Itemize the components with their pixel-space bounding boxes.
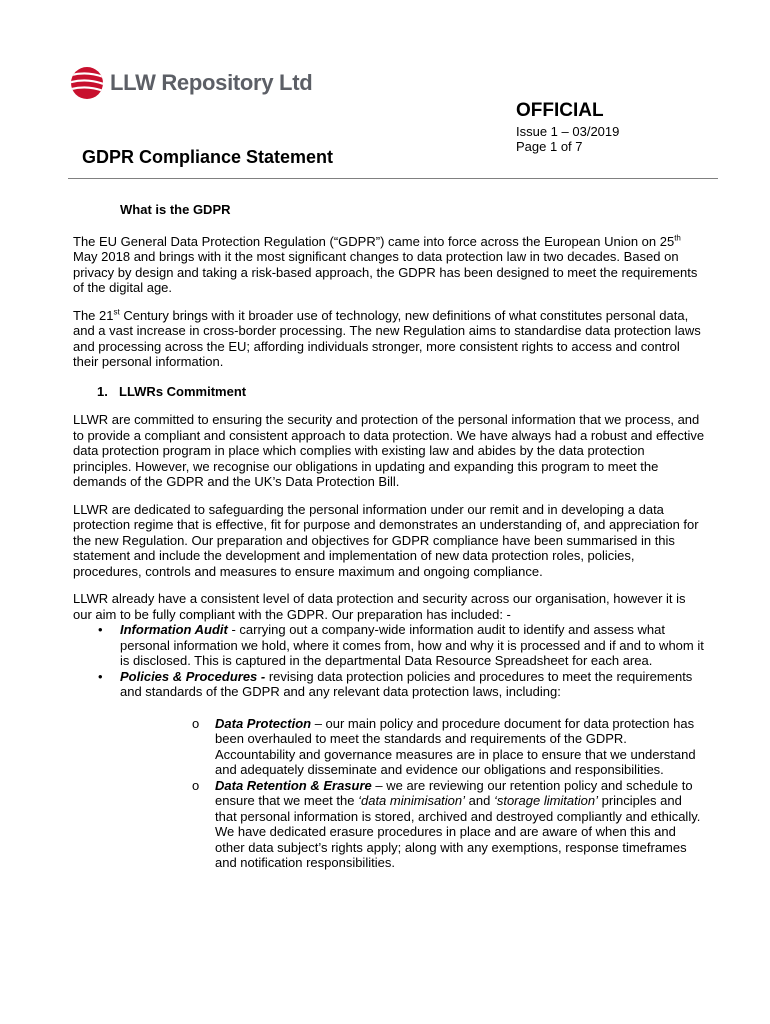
issue-number: Issue 1 – 03/2019 (516, 124, 620, 139)
intro-paragraph-2: The 21st Century brings with it broader use of technology, new definitions of what constitutes personal data, and a vast increase in cross-border processing. The new Regulation aims to standardise data protection laws and processing across the EU; affording individuals stronger, more consistent rights to access and control their personal information. (73, 307, 701, 369)
logo-text: LLW Repository Ltd (110, 70, 313, 95)
llw-globe-icon (70, 66, 104, 100)
policies-sublist (120, 716, 705, 871)
list-item: • Information Audit - carrying out a company-wide information audit to identify and assess what personal information we hold, where it comes from, how and why it is processed and if and to whom it is disclosed. This is captured in the departmental Data Resource Spreadsheet for each area. (98, 622, 704, 668)
document-meta (516, 124, 619, 154)
section-paragraph-1: LLWR are committed to ensuring the security and protection of the personal information that we process, and to provide a compliant and consistent approach to data protection. We have always had a robust and effective data protection program in place which complies with existing law and abides by the data protection principles. However, we recognise our obligations in updating and expanding this program to meet the demands of the GDPR and the UK’s Data Protection Bill. (73, 412, 705, 489)
header-divider (68, 178, 718, 179)
page-title: GDPR Compliance Statement (82, 147, 334, 167)
circle-bullet-icon: o (192, 715, 200, 731)
section-paragraph-2: LLWR are dedicated to safeguarding the personal information under our remit and in developing a data protection regime that is effective, fit for purpose and demonstrates an understanding of, and appreciation for the new Regulation. Our preparation and objectives for GDPR compliance have been summarised in this statement and include the development and implementation of new data protection roles, policies, procedures, controls and measures to ensure maximum and ongoing compliance. (73, 501, 699, 579)
sub-list-item: o Data Protection – our main policy and procedure document for data protection has been overhauled to meet the standards and requirements of the GDPR. Accountability and governance measures are in place to ensure that we understand and adequately disseminate and evidence our obligations and responsibilities. (192, 715, 696, 777)
intro-heading: What is the GDPR (120, 202, 231, 217)
sub-list-item: o Data Retention & Erasure – we are reviewing our retention policy and schedule to ensure that we meet the ‘data minimisation’ and ‘storage limitation’ principles and that personal information is stored, archived and destroyed compliantly and ethically. We have dedicated erasure procedures in place and are aware of when this and other data subject’s rights apply; along with any exemptions, response timeframes and notification responsibilities. (192, 777, 701, 870)
classification-label: OFFICIAL (516, 100, 604, 121)
company-logo (70, 66, 312, 100)
intro-paragraph-1: The EU General Data Protection Regulation (“GDPR”) came into force across the European Union on 25th May 2018 and brings with it the most significant changes to data protection law in two decades. Based on privacy by design and taking a risk-based approach, the GDPR has been designed to meet the requirements of the digital age. (73, 233, 698, 295)
page-number: Page 1 of 7 (516, 139, 583, 154)
bullet-icon: • (98, 668, 103, 684)
bullet-icon: • (98, 622, 103, 637)
list-item: • Policies & Procedures - revising data protection policies and procedures to meet the requirements and standards of the GDPR and any relevant data protection laws, including: o Data Protection – our main policy and procedure document for data protection has been overhauled to meet the standards and requirements of the GDPR. Accountability and governance measures are in place to ensure that we understand and adequately disseminate and evidence our obligations and responsibilities. o Data Retention & Erasure – we are reviewing our retention policy and schedule to ensure that we meet the ‘data minimisation’ and ‘storage limitation’ principles and that personal information is stored, archived and destroyed compliantly and ethically. We have dedicated erasure procedures in place and are aware of when this and other data subject’s rights apply; along with any exemptions, response timeframes and notification responsibilities. (73, 669, 705, 871)
preparation-list (73, 622, 705, 871)
section-heading: 1. LLWRs Commitment (97, 383, 247, 399)
document-body (73, 202, 705, 871)
circle-bullet-icon: o (192, 777, 200, 793)
section-paragraph-3: LLWR already have a consistent level of data protection and security across our organisation, however it is our aim to be fully compliant with the GDPR. Our preparation has included: - (73, 591, 686, 622)
